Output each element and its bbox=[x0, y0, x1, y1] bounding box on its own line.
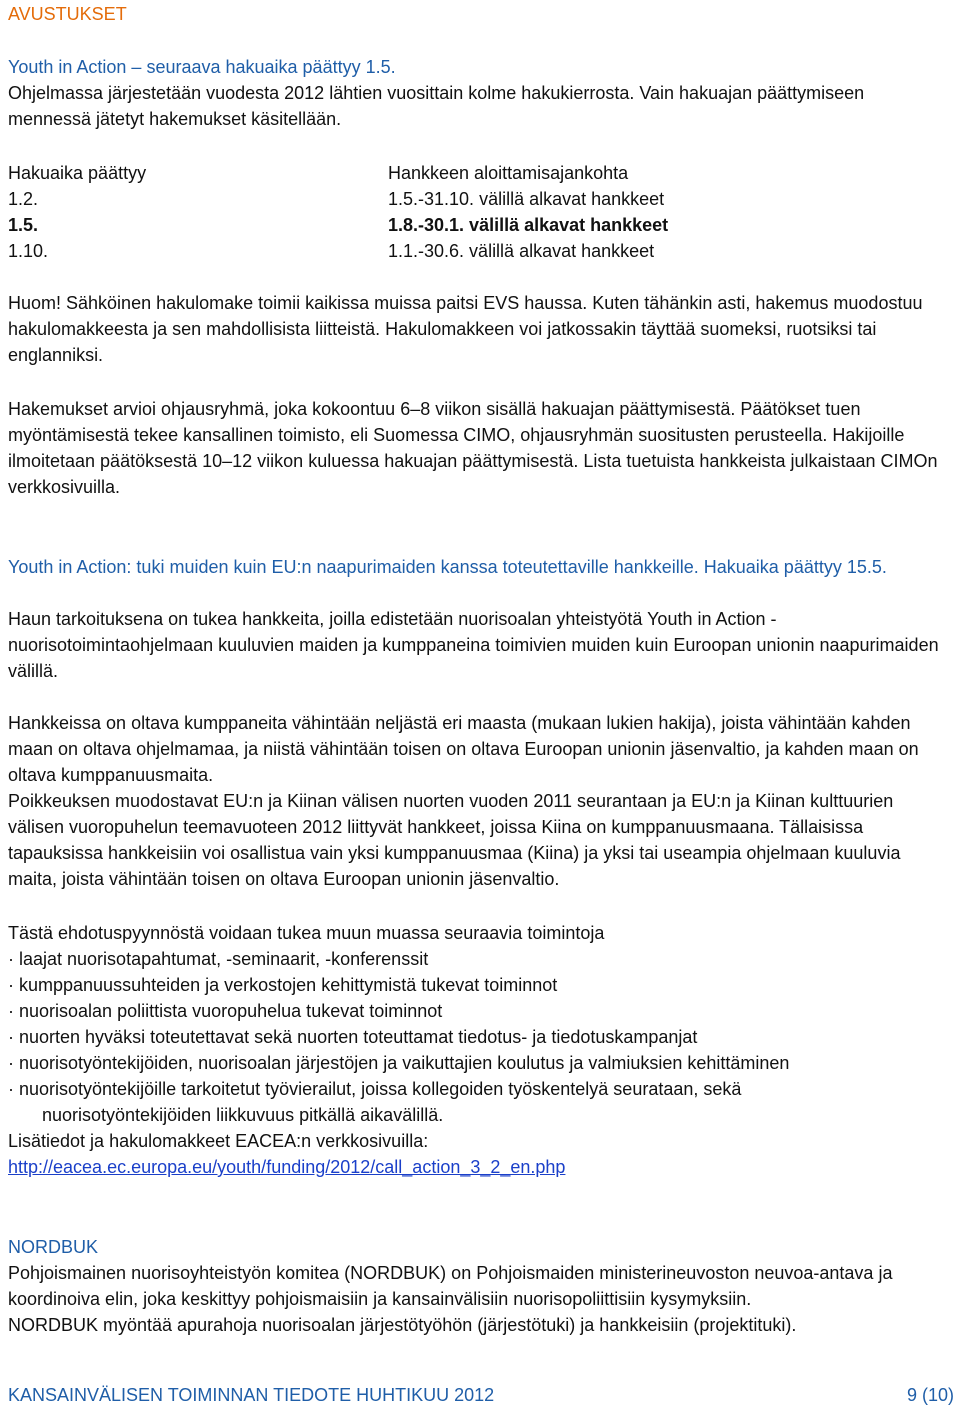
section-title: AVUSTUKSET bbox=[8, 4, 127, 24]
list-item-continuation: nuorisotyöntekijöiden liikkuvuus pitkällä aikavälillä. bbox=[42, 1105, 444, 1125]
list-item: · kumppanuussuhteiden ja verkostojen kehittymistä tukevat toiminnot bbox=[8, 975, 558, 995]
table-cell-start: 1.8.-30.1. välillä alkavat hankkeet bbox=[388, 215, 669, 235]
eacea-link[interactable]: http://eacea.ec.europa.eu/youth/funding/2012/call_action_3_2_en.php bbox=[8, 1157, 566, 1177]
nordbuk-heading: NORDBUK bbox=[8, 1237, 99, 1257]
page-number: 9 (10) bbox=[906, 1385, 954, 1405]
nordbuk-paragraph: Pohjoismainen nuorisoyhteistyön komitea (NORDBUK) on Pohjoismaiden ministerineuvoston neuvoa-antava ja koordinoiva elin, joka keskittyy pohjoismaisiin ja kansainvälisiin nuorisopoliittisiin kysymyksiin. bbox=[8, 1263, 893, 1309]
nordbuk-grants: NORDBUK myöntää apurahoja nuorisoalan järjestötyöhön (järjestötuki) ja hankkeisiin (projektituki). bbox=[8, 1315, 797, 1335]
list-item: · nuorten hyväksi toteutettavat sekä nuorten toteuttamat tiedotus- ja tiedotuskampanjat bbox=[8, 1027, 698, 1047]
list-item: · nuorisotyöntekijöille tarkoitetut työvierailut, joissa kollegoiden työskentelyä seurataan, sekä bbox=[8, 1079, 742, 1099]
table-cell-deadline: 1.2. bbox=[8, 189, 39, 209]
table-cell-deadline: 1.10. bbox=[8, 241, 49, 261]
process-paragraph: Hakemukset arvioi ohjausryhmä, joka kokoontuu 6–8 viikon sisällä hakuajan päättymisestä. Päätökset tuen myöntämisestä tekee kansallinen toimisto, eli Suomessa CIMO, ohjausryhmän suositusten perusteella. Hakijoille ilmoitetaan päätöksestä 10–12 viikon kuluessa hakuajan päättymisestä. Lista tuetuista hankkeista julkaistaan CIMOn verkkosivuilla. bbox=[8, 399, 938, 497]
list-item: · nuorisotyöntekijöiden, nuorisoalan järjestöjen ja vaikuttajien koulutus ja valmiuksien kehittäminen bbox=[8, 1053, 790, 1073]
yia-heading: Youth in Action – seuraava hakuaika päättyy 1.5. bbox=[8, 57, 396, 77]
note-paragraph: Huom! Sähköinen hakulomake toimii kaikissa muissa paitsi EVS haussa. Kuten tähänkin asti, hakemus muodostuu hakulomakkeesta ja sen mahdollisista liitteistä. Hakulomakkeen voi jatkossakin täyttää suomeksi, ruotsiksi tai englanniksi. bbox=[8, 293, 923, 365]
more-info-label: Lisätiedot ja hakulomakkeet EACEA:n verkkosivuilla: bbox=[8, 1131, 429, 1151]
table-cell-deadline: 1.5. bbox=[8, 215, 39, 235]
col-header-deadline: Hakuaika päättyy bbox=[8, 163, 147, 183]
table-cell-start: 1.5.-31.10. välillä alkavat hankkeet bbox=[388, 189, 665, 209]
partners-paragraph: Hankkeissa on oltava kumppaneita vähintään neljästä eri maasta (mukaan lukien hakija), joista vähintään kahden maan on oltava ohjelmamaa, ja niistä vähintään toisen on oltava Euroopan unionin jäsenvaltio, ja kahden maan on oltava kumppanuusmaita. bbox=[8, 713, 919, 785]
col-header-start: Hankkeen aloittamisajankohta bbox=[388, 163, 629, 183]
exceptions-paragraph: Poikkeuksen muodostavat EU:n ja Kiinan välisen nuorten vuoden 2011 seurantaan ja EU:n ja Kiinan kulttuurien välisen vuoropuhelun teemavuoteen 2012 liittyvät hankkeet, joissa Kiina on kumppanuusmaana. Tällaisissa tapauksissa hankkeisiin voi osallistua vain yksi kumppanuusmaa (Kiina) ja yksi tai useampia ohjelmaan kuuluvia maita, joista vähintään toisen on oltava Euroopan unionin jäsenvaltio. bbox=[8, 791, 901, 889]
yia-intro: Ohjelmassa järjestetään vuodesta 2012 lähtien vuosittain kolme hakukierrosta. Vain hakuajan päättymiseen mennessä jätetyt hakemukset käsitellään. bbox=[8, 83, 865, 129]
list-item: · nuorisoalan poliittista vuoropuhelua tukevat toiminnot bbox=[8, 1001, 443, 1021]
purpose-paragraph: Haun tarkoituksena on tukea hankkeita, joilla edistetään nuorisoalan yhteistyötä Youth in Action -nuorisotoimintaohjelmaan kuuluvien maiden ja kumppaneina toimivien muiden kuin Euroopan unionin naapurimaiden välillä. bbox=[8, 609, 939, 681]
list-item: · laajat nuorisotapahtumat, -seminaarit, -konferenssit bbox=[8, 949, 429, 969]
table-cell-start: 1.1.-30.6. välillä alkavat hankkeet bbox=[388, 241, 655, 261]
yia-neighbour-heading: Youth in Action: tuki muiden kuin EU:n naapurimaiden kanssa toteutettaville hankkeille. Hakuaika päättyy 15.5. bbox=[8, 557, 887, 577]
footer-title: KANSAINVÄLISEN TOIMINNAN TIEDOTE HUHTIKUU 2012 bbox=[8, 1385, 495, 1405]
activities-list bbox=[8, 946, 948, 1128]
activities-intro: Tästä ehdotuspyynnöstä voidaan tukea muun muassa seuraavia toimintoja bbox=[8, 923, 605, 943]
